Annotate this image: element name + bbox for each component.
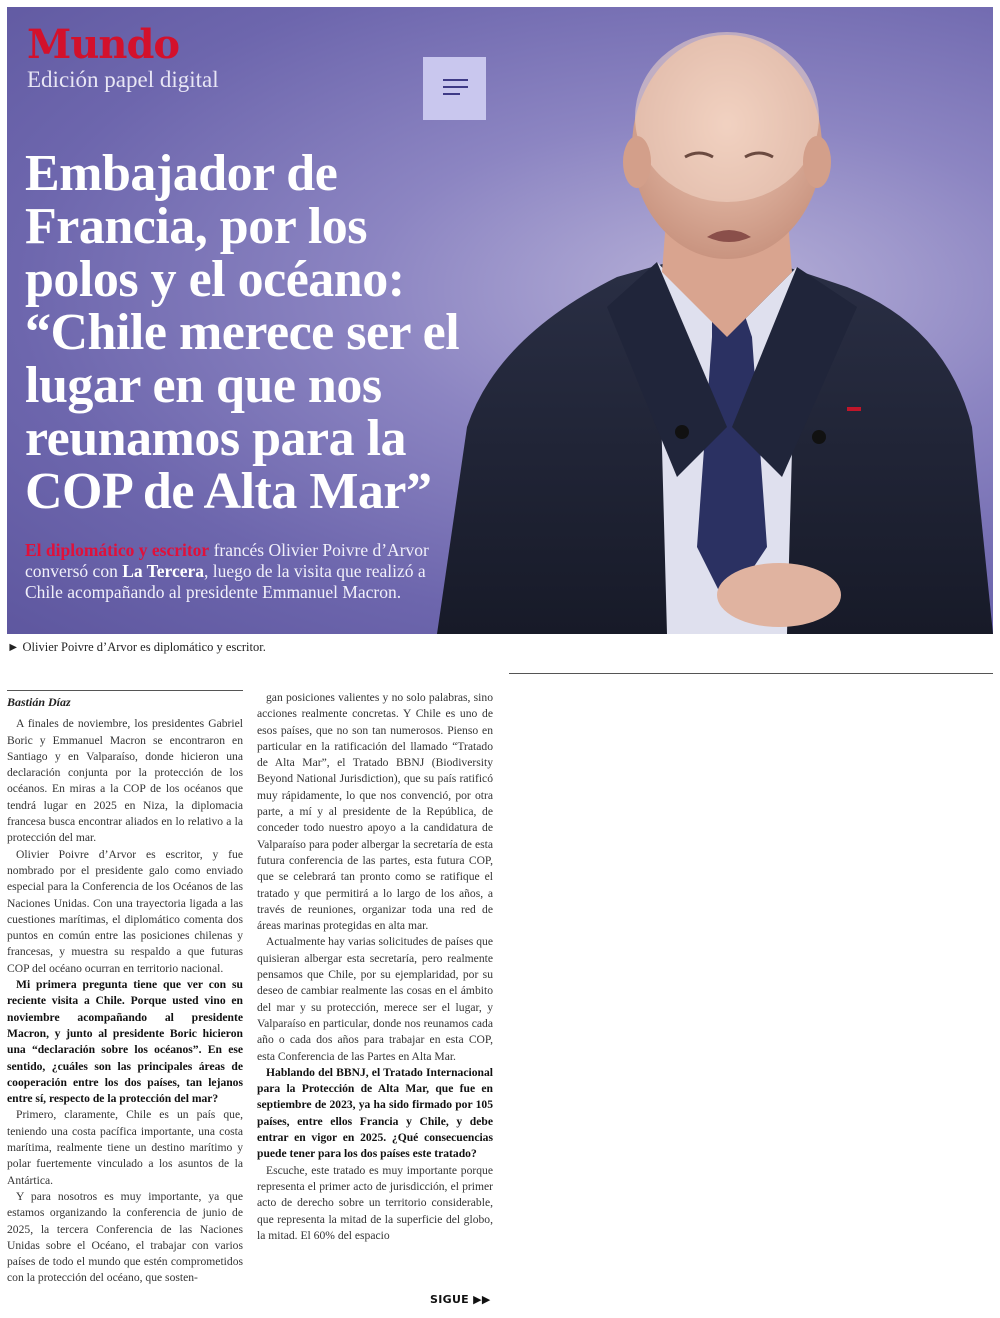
edition-label: Edición papel digital (27, 67, 219, 92)
byline: Bastián Díaz (7, 690, 243, 710)
article-headline: Embajador de Francia, por los polos y el océano: “Chile merece ser el lugar en que nos reunamos para la COP de Alta Mar” (25, 145, 460, 520)
section-title: Mundo (27, 21, 180, 68)
divider (509, 673, 993, 674)
article-column-1 (7, 690, 243, 1287)
hamburger-menu-icon (443, 79, 468, 81)
photo-caption: ► Olivier Poivre d’Arvor es diplomático y escritor. (7, 640, 266, 654)
paragraph: Olivier Poivre d’Arvor es escritor, y fue nombrado por el presidente galo como enviado especial para la Conferencia de los Océanos de las Naciones Unidas. Con una trayectoria ligada a las cuestiones marítimas, el diplomático comenta dos puntos en común entre las posiciones chilenas y francesas, y muestra su respaldo a que futuras COP del océano ocurran en territorio nacional. (7, 847, 243, 975)
double-arrow-right-icon: ▶▶ (473, 1293, 491, 1306)
interview-question: Mi primera pregunta tiene que ver con su reciente visita a Chile. Porque usted vino en noviembre acompañando al presidente Macron, y junto al presidente Boric hicieron una “declaración sobre los océanos”. En ese sentido, ¿cuáles son las principales áreas de cooperación entre los dos países, tan lejanos entre sí, respecto de la protección del mar? (7, 978, 243, 1106)
caption-marker-icon: ► (7, 640, 20, 654)
paragraph: A finales de noviembre, los presidentes Gabriel Boric y Emmanuel Macron se encontraron en Santiago y en Valparaíso, donde hicieron una declaración conjunta por la protección de los océanos. En miras a la COP de los océanos que tendrá lugar en 2025 en Niza, la diplomacia francesa busca encontrar aliados en lo relativo a la protección del mar. (7, 717, 243, 845)
portrait-photo (427, 7, 993, 634)
paragraph: gan posiciones valientes y no solo palabras, sino acciones realmente concretas. Y Chile es uno de esos países, que no son tan numerosos. Pienso en particular en la ratificación del llamado “Tratado de Alta Mar”, el Tratado BBNJ (Biodiversity Beyond National Jurisdiction), que su país ratificó muy rápidamente, lo que nos convenció, por otra parte, a mí y al presidente de la República, de conceder todo nuestro apoyo a la candidatura de Valparaíso para poder albergar la secretaría de esta futura conferencia de las partes, esta futura COP, que se celebrará tan pronto como se ratifique el tratado y que permitirá a lo largo de los años, a través de reuniones, organizar toda una red de áreas marinas protegidas en alta mar. (257, 691, 493, 933)
paragraph: Escuche, este tratado es muy importante porque representa el primer acto de jurisdicción, el primer acto de derecho sobre un territorio considerable, que representa la mitad de la superficie del globo, la mitad. El 60% del espacio (257, 1163, 493, 1242)
paragraph: Actualmente hay varias solicitudes de países que quisieran albergar esta secretaría, pero realmente pensamos que Chile, por su ejemplaridad, por su deseo de cambiar realmente las cosas en el ámbito del mar y su protección, merece ser el lugar, y Valparaíso en particular, donde nos reunamos cada año o cada dos años para trabajar en esta COP, esta Conferencia de las Partes en Alta Mar. (257, 935, 493, 1063)
continue-link[interactable]: SIGUE ▶▶ (430, 1293, 491, 1306)
article-column-2 (257, 690, 493, 1244)
article-lede: El diplomático y escritor francés Olivier Poivre d’Arvor conversó con La Tercera, luego de la visita que realizó a Chile acompañando al presidente Emmanuel Macron. (25, 540, 429, 602)
menu-button[interactable] (423, 57, 486, 120)
paragraph: Primero, claramente, Chile es un país que, teniendo una costa pacífica importante, una costa marítima, realmente tiene un destino marítimo y polar fuertemente vinculado a los asuntos de la Antártica. (7, 1108, 243, 1187)
interview-question: Hablando del BBNJ, el Tratado Internacional para la Protección de Alta Mar, que fue en septiembre de 2023, ya ha sido firmado por 105 países, entre ellos Francia y Chile, y debe entrar en vigor en 2025. ¿Qué consecuencias puede tener para los dos países este tratado? (257, 1065, 493, 1161)
paragraph: Y para nosotros es muy importante, ya que estamos organizando la conferencia de junio de 2025, la tercera Conferencia de las Naciones Unidas sobre el Océano, el trabajar con varios países de todo el mundo que estén comprometidos con la protección del océano, que sosten- (7, 1189, 243, 1285)
hero-banner (7, 7, 993, 634)
lede-highlight: El diplomático y escritor (25, 540, 210, 560)
outlet-name: La Tercera (122, 561, 205, 581)
